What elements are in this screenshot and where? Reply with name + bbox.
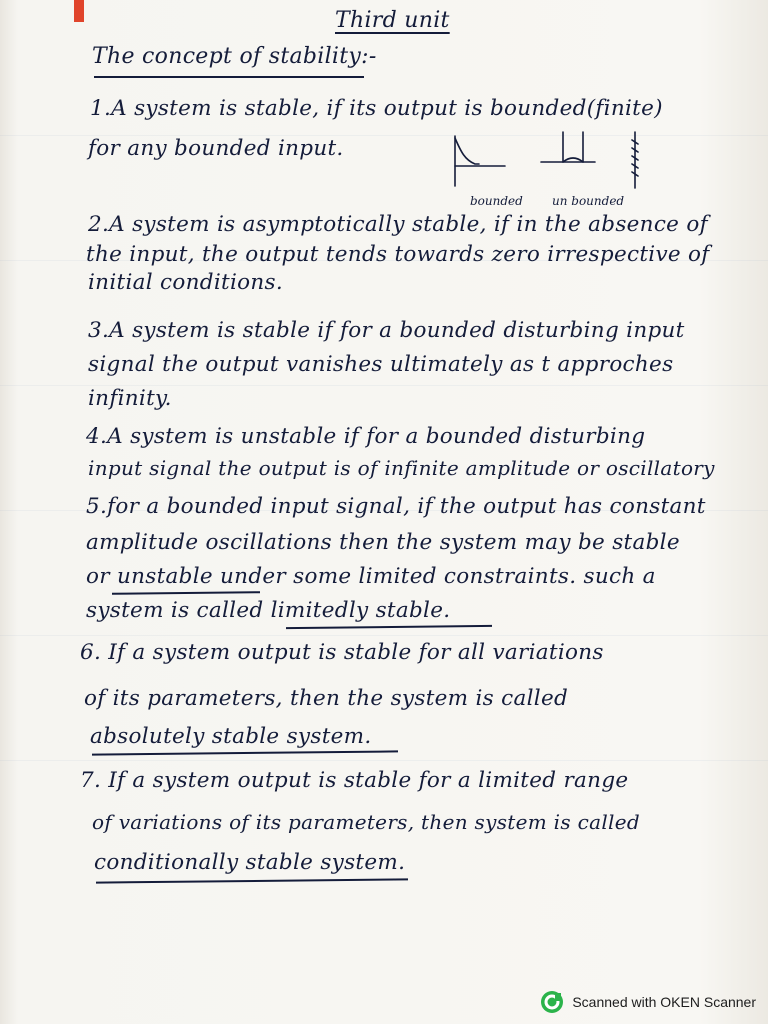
heading-underline	[94, 76, 364, 78]
text-line: or unstable under some limited constraints. such a	[86, 564, 656, 589]
text-line: 7. If a system output is stable for a limited range	[80, 768, 629, 793]
stability-sketch	[445, 128, 655, 198]
text-line: initial conditions.	[88, 270, 283, 295]
text-line: signal the output vanishes ultimately as t approches	[88, 352, 674, 377]
text-line: system is called limitedly stable.	[86, 598, 451, 623]
text-line: of its parameters, then the system is called	[84, 686, 569, 711]
text-line: for any bounded input.	[88, 136, 344, 161]
scanner-watermark	[540, 990, 756, 1014]
page-corner-tab	[74, 0, 84, 22]
underline-limitedly-stable	[286, 625, 492, 629]
text-line: 3.A system is stable if for a bounded disturbing input	[88, 318, 685, 343]
text-line: 4.A system is unstable if for a bounded disturbing	[86, 424, 646, 449]
section-heading: The concept of stability:-	[92, 44, 377, 69]
text-line: infinity.	[88, 386, 172, 411]
bounded-label: bounded	[470, 194, 523, 208]
bounded-curve	[455, 138, 479, 164]
text-line: 2.A system is asymptotically stable, if in the absence of	[88, 212, 708, 237]
text-line: input signal the output is of infinite amplitude or oscillatory	[88, 456, 715, 480]
text-line: 5.for a bounded input signal, if the output has constant	[86, 494, 706, 519]
text-line: absolutely stable system.	[90, 724, 372, 749]
scanner-text: Scanned with OKEN Scanner	[572, 994, 756, 1010]
ruling-line	[0, 635, 768, 636]
text-line: 1.A system is stable, if its output is bounded(finite)	[90, 96, 663, 121]
underline-conditionally-stable	[96, 878, 408, 883]
scanner-logo-icon	[540, 990, 564, 1014]
text-line: of variations of its parameters, then system is called	[92, 810, 640, 834]
ruling-line	[0, 760, 768, 761]
text-line: 6. If a system output is stable for all variations	[80, 640, 604, 665]
underline-unstable-under	[112, 591, 260, 594]
underline-absolutely-stable	[92, 750, 398, 755]
page-title: Third unit	[335, 8, 450, 33]
text-line: amplitude oscillations then the system may be stable	[86, 530, 680, 555]
unbounded-label: un bounded	[552, 194, 625, 208]
text-line: the input, the output tends towards zero irrespective of	[86, 242, 710, 267]
text-line: conditionally stable system.	[94, 850, 406, 875]
